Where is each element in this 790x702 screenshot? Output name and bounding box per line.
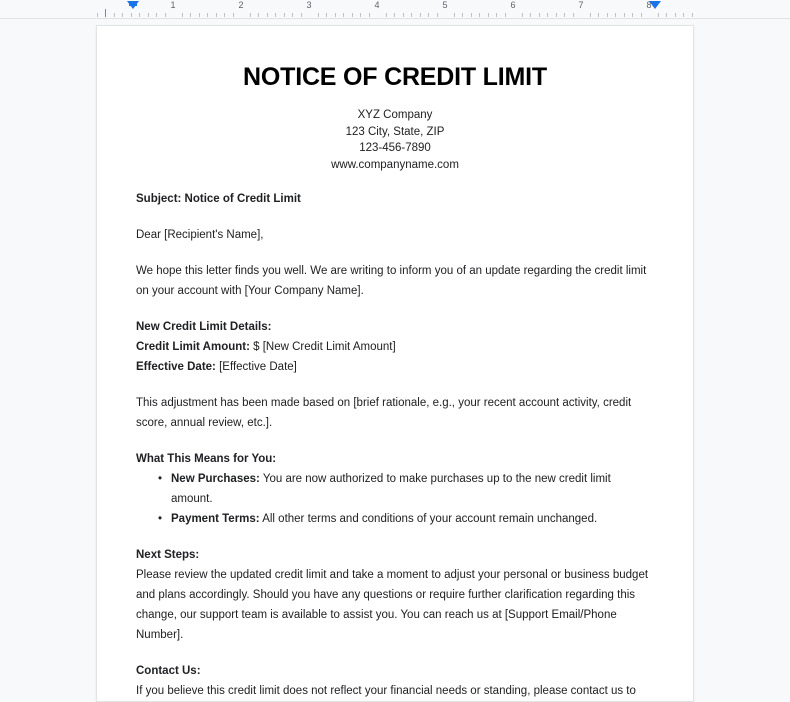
ruler-tick-minor bbox=[641, 13, 642, 17]
contact-us-heading: Contact Us: bbox=[136, 665, 201, 677]
ruler-tick-minor bbox=[148, 13, 149, 17]
what-this-means-list bbox=[136, 469, 654, 529]
list-item-label: New Purchases: bbox=[171, 473, 260, 485]
ruler-tick-minor bbox=[607, 13, 608, 17]
ruler-tick-minor bbox=[207, 13, 208, 17]
ruler-tick-major bbox=[105, 9, 106, 17]
ruler-tick-minor bbox=[666, 13, 667, 17]
ruler-tick-minor bbox=[403, 13, 404, 17]
ruler-tick-minor bbox=[335, 13, 336, 17]
ruler-tick-minor bbox=[165, 13, 166, 17]
ruler-tick-minor bbox=[190, 13, 191, 17]
next-steps-heading: Next Steps: bbox=[136, 549, 200, 561]
what-this-means-heading: What This Means for You: bbox=[136, 453, 277, 465]
left-indent-marker-stem-icon[interactable] bbox=[129, 2, 137, 6]
ruler-tick-minor bbox=[462, 13, 463, 17]
ruler-tick-minor bbox=[131, 13, 132, 17]
ruler-tick-minor bbox=[522, 13, 523, 17]
ruler-tick-minor bbox=[692, 13, 693, 17]
ruler-tick-minor bbox=[479, 13, 480, 17]
ruler-tick-minor bbox=[233, 13, 234, 17]
ruler-number: 8 bbox=[646, 0, 652, 10]
ruler-tick-minor bbox=[683, 13, 684, 17]
next-steps-paragraph: Please review the updated credit limit and take a moment to adjust your personal or business budget and plans accordingly. Should you have any questions or require further clarification regarding this change, our support team is available to assist you. You can reach us at [Support Email/Phone Number]. bbox=[136, 569, 649, 641]
bullet-icon: • bbox=[158, 473, 163, 485]
credit-details-heading: New Credit Limit Details: bbox=[136, 321, 272, 333]
ruler-tick-minor bbox=[352, 13, 353, 17]
ruler-tick-minor bbox=[258, 13, 259, 17]
ruler-tick-minor bbox=[428, 13, 429, 17]
document-page[interactable] bbox=[96, 25, 694, 702]
ruler-tick-minor bbox=[496, 13, 497, 17]
ruler-tick-minor bbox=[658, 13, 659, 17]
ruler-tick-minor bbox=[675, 13, 676, 17]
ruler-tick-minor bbox=[199, 13, 200, 17]
ruler-tick-minor bbox=[632, 13, 633, 17]
ruler-tick-minor bbox=[624, 13, 625, 17]
effective-date-label: Effective Date: bbox=[136, 361, 216, 373]
credit-limit-amount-label: Credit Limit Amount: bbox=[136, 341, 250, 353]
company-name: XYZ Company bbox=[357, 109, 433, 121]
ruler-tick-minor bbox=[114, 13, 115, 17]
ruler-tick-minor bbox=[590, 13, 591, 17]
ruler-tick-minor bbox=[97, 13, 98, 17]
ruler-tick-minor bbox=[182, 13, 183, 17]
company-info-block bbox=[136, 107, 654, 173]
list-item-label: Payment Terms: bbox=[171, 513, 260, 525]
contact-us-paragraph: If you believe this credit limit does not reflect your financial needs or standing, please contact us to bbox=[136, 685, 636, 697]
company-address: 123 City, State, ZIP bbox=[345, 125, 445, 138]
list-item-text: You are now authorized to make purchases up to the new credit limit amount. bbox=[171, 473, 611, 505]
ruler-number: 3 bbox=[306, 0, 312, 10]
ruler-tick-minor bbox=[301, 13, 302, 17]
document-ruler[interactable] bbox=[0, 0, 790, 19]
document-body[interactable] bbox=[97, 26, 693, 701]
ruler-number: 2 bbox=[238, 0, 244, 10]
ruler-tick-minor bbox=[505, 13, 506, 17]
ruler-tick-minor bbox=[547, 13, 548, 17]
ruler-tick-minor bbox=[615, 13, 616, 17]
effective-date-value: [Effective Date] bbox=[215, 361, 297, 373]
ruler-tick-minor bbox=[275, 13, 276, 17]
ruler-tick-minor bbox=[471, 13, 472, 17]
list-item bbox=[158, 469, 654, 509]
list-item-text: All other terms and conditions of your account remain unchanged. bbox=[259, 513, 598, 525]
ruler-tick-minor bbox=[530, 13, 531, 17]
effective-date-line bbox=[136, 357, 654, 377]
ruler-number: 4 bbox=[374, 0, 380, 10]
intro-paragraph: We hope this letter finds you well. We are writing to inform you of an update regarding the credit limit on your account with [Your Company Name]. bbox=[136, 265, 647, 297]
ruler-tick-minor bbox=[343, 13, 344, 17]
bullet-icon: • bbox=[158, 513, 163, 525]
ruler-tick-minor bbox=[420, 13, 421, 17]
ruler-tick-minor bbox=[326, 13, 327, 17]
salutation-line: Dear [Recipient's Name], bbox=[136, 229, 264, 241]
ruler-tick-minor bbox=[454, 13, 455, 17]
ruler-number: 7 bbox=[578, 0, 584, 10]
ruler-tick-minor bbox=[122, 13, 123, 17]
ruler-tick-minor bbox=[156, 13, 157, 17]
ruler-tick-minor bbox=[394, 13, 395, 17]
company-phone: 123-456-7890 bbox=[359, 142, 431, 154]
list-item bbox=[158, 509, 654, 529]
ruler-tick-minor bbox=[564, 13, 565, 17]
ruler-tick-minor bbox=[292, 13, 293, 17]
ruler-tick-minor bbox=[488, 13, 489, 17]
ruler-tick-minor bbox=[556, 13, 557, 17]
ruler-number: 5 bbox=[442, 0, 448, 10]
credit-limit-amount-line bbox=[136, 337, 654, 357]
rationale-paragraph: This adjustment has been made based on [brief rationale, e.g., your recent account activity, credit score, annual review, etc.]. bbox=[136, 397, 632, 429]
ruler-number: 6 bbox=[510, 0, 516, 10]
right-indent-marker-icon[interactable] bbox=[649, 1, 661, 9]
ruler-tick-minor bbox=[386, 13, 387, 17]
ruler-tick-minor bbox=[224, 13, 225, 17]
subject-line: Subject: Notice of Credit Limit bbox=[136, 193, 301, 205]
ruler-tick-minor bbox=[318, 13, 319, 17]
ruler-number: 1 bbox=[170, 0, 176, 10]
ruler-tick-minor bbox=[369, 13, 370, 17]
page-title: NOTICE OF CREDIT LIMIT bbox=[243, 63, 547, 91]
ruler-track[interactable] bbox=[96, 0, 694, 18]
ruler-tick-minor bbox=[250, 13, 251, 17]
ruler-tick-minor bbox=[267, 13, 268, 17]
ruler-tick-minor bbox=[539, 13, 540, 17]
credit-limit-amount-value: $ [New Credit Limit Amount] bbox=[249, 341, 396, 353]
company-website: www.companyname.com bbox=[331, 158, 459, 171]
ruler-tick-minor bbox=[437, 13, 438, 17]
ruler-tick-minor bbox=[573, 13, 574, 17]
ruler-tick-minor bbox=[411, 13, 412, 17]
document-canvas[interactable] bbox=[0, 19, 790, 697]
ruler-tick-minor bbox=[360, 13, 361, 17]
ruler-tick-minor bbox=[139, 13, 140, 17]
ruler-tick-minor bbox=[598, 13, 599, 17]
ruler-tick-minor bbox=[216, 13, 217, 17]
ruler-tick-minor bbox=[284, 13, 285, 17]
